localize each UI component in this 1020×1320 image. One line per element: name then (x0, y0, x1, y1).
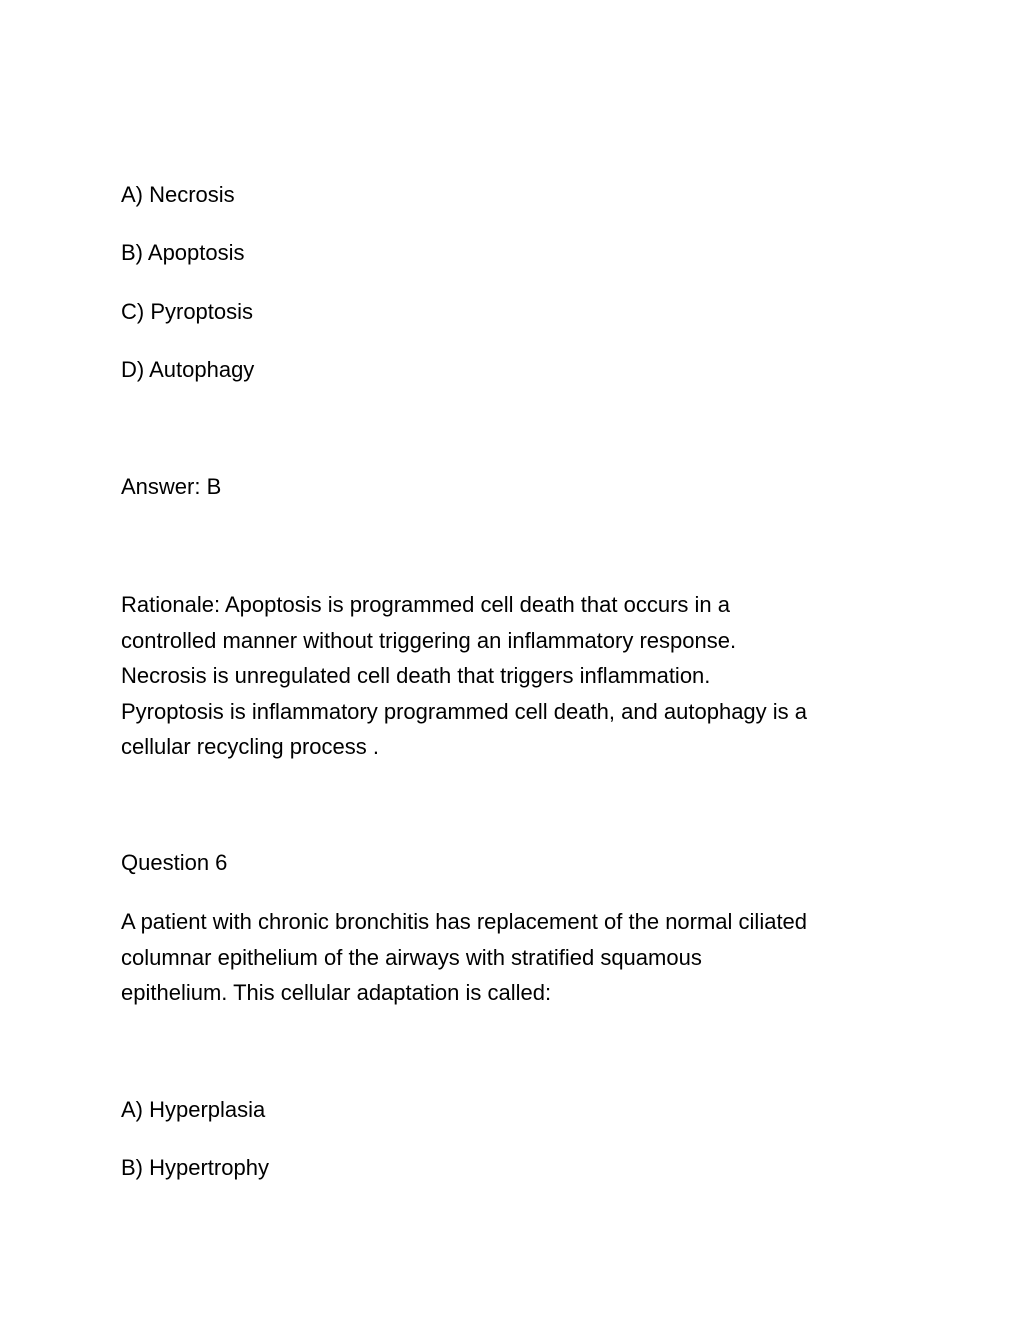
question-stem-line: epithelium. This cellular adaptation is called: (121, 980, 552, 1005)
rationale-line: Rationale: Apoptosis is programmed cell death that occurs in a (121, 592, 730, 617)
rationale-line: cellular recycling process . (121, 734, 379, 759)
question-stem-line: A patient with chronic bronchitis has replacement of the normal ciliated (121, 909, 808, 934)
option-b: B) Apoptosis (121, 240, 245, 265)
question-6-option-a: A) Hyperplasia (121, 1097, 266, 1122)
question-stem-line: columnar epithelium of the airways with stratified squamous (121, 944, 702, 970)
option-c: C) Pyroptosis (121, 299, 254, 324)
rationale-line: Pyroptosis is inflammatory programmed cell death, and autophagy is a (121, 698, 808, 724)
question-stem (121, 909, 921, 1016)
question-heading: Question 6 (121, 850, 228, 875)
rationale-line: Necrosis is unregulated cell death that triggers inflammation. (121, 663, 711, 688)
option-d: D) Autophagy (121, 357, 255, 382)
answer-line: Answer: B (121, 474, 222, 499)
rationale-line: controlled manner without triggering an inflammatory response. (121, 627, 737, 653)
option-a: A) Necrosis (121, 182, 235, 207)
question-6-option-b: B) Hypertrophy (121, 1155, 269, 1180)
rationale-paragraph (121, 592, 921, 770)
